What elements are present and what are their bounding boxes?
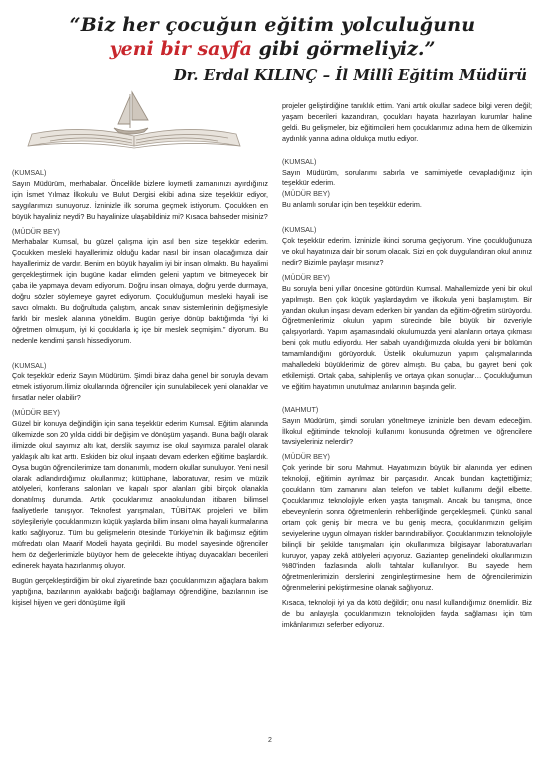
headline-highlight: yeni bir sayfa xyxy=(109,38,252,60)
article-header xyxy=(0,0,545,115)
quote-author: Dr. Erdal KILINÇ – İl Millî Eğitim Müdürü xyxy=(173,66,527,84)
paragraph-spacer xyxy=(282,149,532,153)
paragraph: Sayın Müdürüm, sorularımı sabırla ve samimiyetle cevapladığınız için teşekkür ederim. xyxy=(282,167,532,188)
speaker-label: (MÜDÜR BEY) xyxy=(12,226,60,236)
paragraph-spacer xyxy=(282,215,532,221)
paragraph: Çok teşekkür ederim. İzninizle ikinci soruma geçiyorum. Yine çocukluğunuza ve okul hayatınıza dair bir sorum olacak. Sizi en çok duygulandıran okul anınız nedir? Bizimle paylaşır mısınız? xyxy=(282,236,532,267)
speaker-label: (MÜDÜR BEY) xyxy=(282,452,330,462)
speaker-label: (MAHMUT) xyxy=(282,404,319,414)
right-text-column xyxy=(282,101,532,635)
paragraph: Sayın Müdürüm, şimdi soruları yöneltmeye izninizle ben devam edeceğim. İlkokul eğitiminde teknoloji kullanımı konusunda öğretmen ve öğrencilere tavsiyeleriniz nelerdir? xyxy=(282,415,532,447)
speaker-label: (KUMSAL) xyxy=(12,360,47,370)
speaker-label: (KUMSAL) xyxy=(282,225,317,235)
paragraph: Bu soruyla beni yıllar öncesine götürdün Kumsal. Mahallemizde yeni bir okul yapılmıştı. Ben çok küçük yaşlardaydım ve ilkokula yeni başlamıştım. Bir yandan okulun inşası devam ederken bir yandan da eğitim-öğretim sürüyordu. Öğretmenlerimiz okulun yapım sürecinde bile büyük bir özveriyle çalışıyorlardı. Yapım aşamasındaki okulumuzda yeni alanların ortaya çıkması beni çok mutlu ediyordu. Her sabah uyandığımızda okulda yeni bir bölümün tamamlandığını görüyorduk. Üstelik okulumuzun yapım çalışmalarında mahalledeki büyüklerimiz de görev almıştı. Bu çaba, bu gayret beni çok etkilemişti. Ortak çaba, sahiplenliş ve ortaya çıkan sonuçlar… Çocukluğumun ve eğitim hayatımın unutulmaz anılarının başında gelir. xyxy=(282,283,532,391)
speaker-label: (MÜDÜR BEY) xyxy=(12,408,60,418)
headline-quote-rest: gibi görmeliyiz.” xyxy=(252,38,436,60)
speaker-label: (KUMSAL) xyxy=(282,156,317,166)
paragraph: Bu anlamlı sorular için ben teşekkür ederim. xyxy=(282,200,422,210)
speaker-label: (KUMSAL) xyxy=(12,168,47,177)
paragraph: projeler geliştirdiğine tanıklık ettim. Yani artık okullar sadece bilgi veren değil; yaşam becerileri kazandıran, çocukları hayata hazırlayan kurumlar haline geldi. Bu gelişmeler, biz eğitimcileri hem çocuklarımız adına hem de ülkemizin aydınlık yarına adına oldukça mutlu ediyor. xyxy=(282,101,532,143)
speaker-label: (MÜDÜR BEY) xyxy=(282,272,330,282)
paragraph: Sayın Müdürüm, merhabalar. Öncelikle bizlere kıymetli zamanınızı ayırdığınız için İsmet Yılmaz İlkokulu ve Bulut Dergisi ekibi adına size teşekkür ediyor, saygılarımızı sunuyoruz. İzninizle ilk soruma geçmek istiyorum. Çocukken en büyük hayaliniz neydi? Bu hayalinize ulaşabildiniz mi? Kısaca bahseder misiniz? xyxy=(12,178,268,221)
headline-quote-line-2 xyxy=(0,38,545,60)
paragraph: Kısaca, teknoloji iyi ya da kötü değildir; onu nasıl kullandığımız önemlidir. Biz de bu anlayışla çocuklarımızın teknolojiden fayda sağlaması için tüm imkânlarımızı seferber ediyoruz. xyxy=(282,598,532,629)
left-text-column xyxy=(12,168,268,612)
paragraph-spacer xyxy=(12,351,268,357)
page-number: 2 xyxy=(268,737,272,744)
paragraph-spacer xyxy=(282,397,532,401)
paragraph: Merhabalar Kumsal, bu güzel çalışma için asıl ben size teşekkür ederim. Çocukken mesleki hayallerimiz olduğu kadar nasıl bir insan olacağımıza dair hayallerimiz de vardır. Benim en büyük hayalim iyi bir insan olmaktı. Bu hayalimi gerçekleştirmek için bugüne kadar elimden geleni yaptım ve bitmeyecek bir çaba ile yapmaya devam ediyorum. Doğru insan olmaya, doğru yerde durmaya, doğru sözler söylemeye gayret ediyorum. Çocukluğumun mesleki hayali ise savcı olmaktı. Bu doğrultuda çalıştım, ancak sınav sistemlerinin değişmesiyle farklı bir meslek alanına yöneldim. Bugün geriye dönüp baktığımda “İyi ki öğretmen olmuşum, iyi ki çocuklarla iç içe bir meslek seçmişim.” diyorum. Bu nedenle kendimi şanslı hissediyorum. xyxy=(12,237,268,345)
paragraph: Bugün gerçekleştirdiğim bir okul ziyaretinde bazı çocuklarımızın ağaçlara bakım yaptığına, bazılarının ayakkabı bağcığı bağlamayı öğrendiğine, bazılarının ise kişisel hijyen ve geri dönüşüme ilgili xyxy=(12,575,268,607)
speaker-label: (MÜDÜR BEY) xyxy=(282,189,330,199)
paragraph: Çok teşekkür ederiz Sayın Müdürüm. Şimdi biraz daha genel bir soruyla devam etmek istiyorum.İlimiz okullarında öğrenciler için sunulabilecek yeni olanaklar ve fırsatlar neler olabilir? xyxy=(12,371,268,403)
paragraph: Çok yerinde bir soru Mahmut. Hayatımızın büyük bir alanında yer edinen teknoloji, eğitimin ayrılmaz bir parçasıdır. Ancak bundan kaçtettiğimiz; çocukların tüm zamanını alan telefon ve tablet kullanımı değil elbette. Çocuklarımız teknolojiyle erken yaşta tanışmalı. Ancak bu tanışma, önce ebeveynlerin sonra öğretmenlerin rehberliğinde gerçekleşmeli. Çünkü sanal ortam çok geniş bir mecra ve bu geniş mecra, çocuklarımızın gelişim seviyelerine uygun olmayan riskler barındırabiliyor. Çocuklarımızın teknolojiyle bilinçli bir şekilde tanışmaları için okullarımıza bilgisayar laboratuvarları kuruyor, yapay zekâ atölyeleri açıyoruz. Gaziantep genelindeki okullarımızın %80'inden fazlasında akıllı tahtalar kullanılıyor. Bu sayede hem öğretmenlerimizin derslerini zenginleştirmesine hem de öğrencilerimizin öğrenmelerini pekiştirmesine olanak sağlıyoruz. xyxy=(282,463,532,593)
paragraph: Güzel bir konuya değindiğin için sana teşekkür ederim Kumsal. Eğitim alanında ülkemizde son 20 yılda ciddi bir değişim ve dönüşüm yaşandı. Buna bağlı olarak ilimizde okul sayımız altı kat, derslik sayımız ise okul sayımıza paralel olarak yaklaşık altı kat arttı. Eskiden biz okul inşaatı devam ederken eğitime başlardık. Oysa bugün öğrencilerimize tam donanımlı, modern okullar sunuluyor. Yeni nesil olarak adlandırdığımız okullarımız; kütüphane, laboratuvar, resim ve müzik atölyeleri, konferans salonları ve kapalı spor alanları gibi birçok olanakla donatılmış durumda. Artık çocuklarımız anaokulundan itibaren bilimsel faaliyetlerle tanışıyor. Teknofest yarışmaları, TÜBİTAK projeleri ve bilim söyleşileriyle çocuklarımızın küçük yaşlarda bilim insanı olma hayali kurmalarına katkı sağlıyoruz. Tüm bu gelişmelerin ötesinde Türkiye'nin ilk bağımsız eğitim müfredatı olan Maarif Modeli hayata geçirildi. Bu model sayesinde öğrenciler hem öz değerlerimizle büyüyor hem de gelecekte ihtiyaç duyacakları becerileri edinerek hayata hazırlanmış oluyor. xyxy=(12,419,268,570)
open-book-with-sailboat-icon xyxy=(22,88,272,150)
headline-quote-line-1: “Biz her çocuğun eğitim yolculuğunu xyxy=(69,14,476,36)
